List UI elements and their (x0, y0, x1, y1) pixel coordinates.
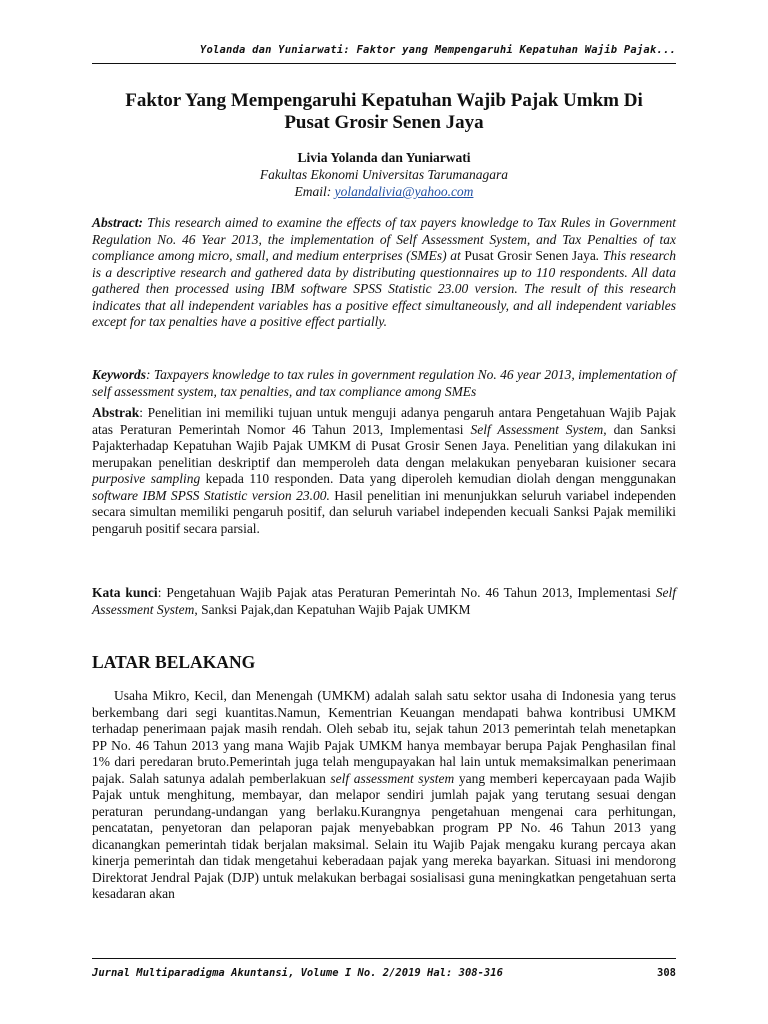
abstract-text-2: . This research is a descriptive research and gathered data by distributing questionnaires up to 110 respondents. All data gathered then processed using IBM software SPSS Statistic 23.00 version. The result of this research indicates that all independent variables has a positive effect simultaneously, and all independent variables except for tax penalties have a positive effect partially. (92, 248, 676, 329)
kata-kunci-text-1: : Pengetahuan Wajib Pajak atas Peraturan Pemerintah No. 46 Tahun 2013, Implementasi (157, 585, 656, 600)
body-italic: self assessment system (330, 770, 455, 786)
article-title (92, 90, 676, 134)
abstrak-italic-1: Self Assessment System (470, 421, 604, 437)
abstract-indonesian (92, 405, 676, 537)
kata-kunci-italic: Self Assessment System (92, 585, 677, 617)
title-line-2: Pusat Grosir Senen Jaya (284, 112, 484, 133)
kata-kunci-label: Kata kunci (92, 585, 158, 600)
abstrak-text-3: kepada 110 responden. Data yang diperoleh kemudian diolah dengan menggunakan (200, 471, 676, 486)
keywords-text: : Taxpayers knowledge to tax rules in government regulation No. 46 year 2013, implementation of self assessment system, tax penalties, and tax compliance among SMEs (92, 367, 676, 399)
kata-kunci-text-2: , Sanksi Pajak,dan Kepatuhan Wajib Pajak UMKM (194, 601, 471, 617)
author-block (92, 149, 676, 200)
abstrak-text-4: Hasil penelitian ini menunjukkan seluruh variabel independen secara simultan memiliki pengaruh positif, dan seluruh variabel independen kecuali Sanksi Pajak memiliki pengaruh positif secara parsial. (92, 487, 677, 536)
page-footer (92, 967, 676, 979)
author-names: Livia Yolanda dan Yuniarwati (297, 150, 471, 165)
author-affiliation: Fakultas Ekonomi Universitas Tarumanagara (259, 167, 509, 182)
abstrak-label: Abstrak (92, 405, 140, 420)
email-label: Email: (294, 184, 335, 199)
abstrak-text-2: , dan Sanksi Pajakterhadap Kepatuhan Wajib Pajak UMKM di Pusat Grosir Senen Jaya. Penelitian yang dilakukan ini merupakan penelitian deskriptif dan memperoleh data dengan melakukan penyebaran kuisioner secara (92, 421, 676, 470)
body-text-2: yang memberi kepercayaan pada Wajib Pajak untuk menghitung, membayar, dan melapor sendiri jumlah pajak yang terutang sesuai dengan peraturan perundang-undangan yang berlaku.Kurangnya pengetahuan mengenai cara perhitungan, pencatatan, penyetoran dan pelaporan pajak menyebabkan program PP No. 46 Tahun 2013 yang dicanangkan pemerintah tidak berjalan maksimal. Selain itu Wajib Pajak mengaku kurang percaya akan kinerja pemerintah dan tidak mengetahui keberadaan pajak yang mereka bayarkan. Situasi ini mendorong Direktorat Jendral Pajak (DJP) untuk melakukan berbagai sosialisasi guna meningkatkan pengetahuan serta kesadaran akan (92, 770, 676, 901)
email-link[interactable]: yolandalivia@yahoo.com (334, 184, 474, 199)
header-rule (92, 63, 676, 64)
footer-rule (92, 958, 676, 959)
abstract-place: Pusat Grosir Senen Jaya (464, 248, 596, 263)
abstrak-italic-2: purposive sampling (92, 471, 201, 486)
title-line-1: Faktor Yang Mempengaruhi Kepatuhan Wajib Pajak Umkm Di (125, 90, 643, 111)
body-paragraph (92, 688, 676, 903)
keywords-indonesian (92, 585, 676, 618)
abstrak-text-1: : Penelitian ini memiliki tujuan untuk menguji adanya pengaruh antara Pengetahuan Wajib Pajak atas Peraturan Pemerintah Nomor 46 Tahun 2013, Implementasi (92, 405, 676, 437)
abstract-label: Abstract: (92, 215, 144, 230)
footer-journal: Jurnal Multiparadigma Akuntansi, Volume I No. 2/2019 Hal: 308-316 (92, 967, 503, 979)
abstrak-italic-3: software IBM SPSS Statistic version 23.00. (92, 487, 330, 503)
author-email (92, 183, 676, 200)
body-text-1: Usaha Mikro, Kecil, dan Menengah (UMKM) adalah salah satu sektor usaha di Indonesia yang terus berkembang dari segi kuantitas.Namun, Kementrian Keuangan mendapati bahwa kontribusi UMKM terhadap penerimaan pajak masih rendah. Oleh sebab itu, sejak tahun 2013 pemerintah telah menetapkan PP No. 46 Tahun 2013 yang mana Wajib Pajak UMKM hanya membayar berupa Pajak Penghasilan final 1% dari peredaran bruto.Pemerintah juga telah mengupayakan hal lain untuk memaksimalkan penerimaan pajak. Salah satunya adalah pemberlakuan (92, 688, 676, 786)
keywords-label: Keywords (92, 367, 146, 382)
running-header: Yolanda dan Yuniarwati: Faktor yang Mempengaruhi Kepatuhan Wajib Pajak... (199, 44, 676, 56)
abstract-text-1: This research aimed to examine the effects of tax payers knowledge to Tax Rules in Government Regulation No. 46 Year 2013, the implementation of Self Assessment System, and Tax Penalties of tax compliance among micro, small, and medium enterprises (SMEs) at (92, 215, 676, 263)
abstract-english (92, 215, 676, 331)
section-heading: LATAR BELAKANG (92, 652, 256, 672)
page-number: 308 (657, 967, 676, 979)
keywords-english (92, 367, 676, 400)
